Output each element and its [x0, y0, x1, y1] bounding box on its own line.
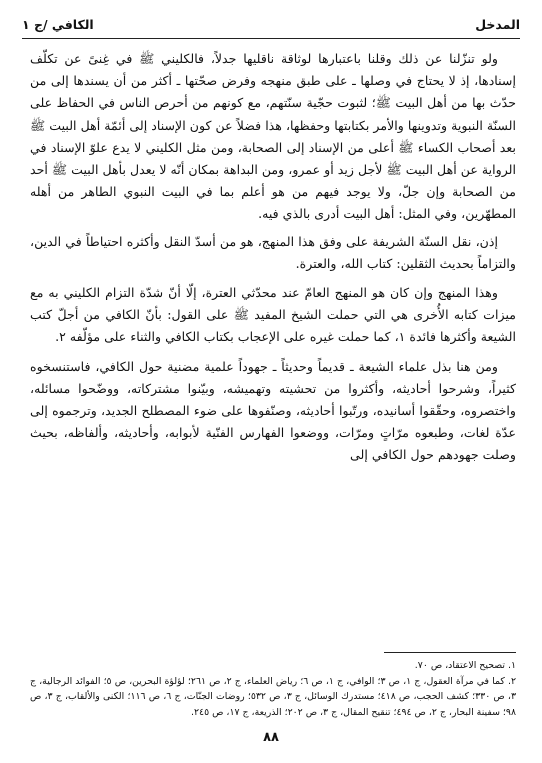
footnote-2: ٢. كما في مرآة العقول، ج ١، ص ٣؛ الوافي، ج ١، ص ٦؛ رياض العلماء، ج ٢، ص ٢٦١؛ لؤلؤة البحرين، ص ٥؛ الفوائد الرجالية، ج ٣، ص ٣٣٠؛ كشف الحجب، ص ٤١٨؛ مستدرك الوسائل، ج ٣، ص ٥٣٢؛ روضات الجنّات، ج ٦، ص ١١٦؛ الكنى والألقاب، ج ٣، ص ٩٨؛ سفينة البحار، ج ٢، ص ٤٩٤؛ تنقيح المقال، ج ٣، ص ٢٠٢؛ الذريعة، ج ١٧، ص ٢٤٥.	[30, 675, 517, 718]
footnote-1: ١. تصحيح الاعتقاد، ص ٧٠.	[414, 660, 516, 671]
running-header	[22, 14, 520, 34]
section-title: المدخل	[475, 16, 520, 32]
main-text	[30, 48, 516, 474]
paragraph-1: ولو تنزّلنا عن ذلك وقلنا باعتبارها لوثاقة ناقليها جدلاً، فالكليني ﷺ في غِنىً عن تكلّف إسنادها، إذ لا يحتاج في وصلها ـ على طبق منهجه وفرض صحّتها ـ أكثر من أن يسندها إلى من حدّث بها من أهل البيت ﷺ؛ لثبوت حجّية سنّتهم، مع كونهم من أحرص الناس في الحفاظ على السنّة النبوية وتدوينها والأمر بكتابتها وحفظها، هذا فضلاً عن كون الإسناد إلى أئمّة أهل البيت ﷺ بعد أصحاب الكساء ﷺ أعلى من الإسناد إلى الصحابة، ومن مثل الكليني لا يدع علوّ الإسناد في الرواية عن أهل البيت ﷺ لأجل زيد أو عمرو، ومن البداهة بمكان أنّه لا يعدل بأهل البيت ﷺ أحد من الصحابة وإن جلّ، ولا يوجد فيهم من هو أعلم بما في البيت النبوي الطاهر من أهله المطهّرين، وفي المثل: أهل البيت أدرى بالذي فيه.	[30, 51, 516, 222]
footnotes	[30, 658, 516, 720]
footnote-divider	[384, 652, 516, 653]
paragraph-4: ومن هنا بذل علماء الشيعة ـ قديماً وحديثاً ـ جهوداً علمية مضنية حول الكافي، فاستنسخوه كثيراً، وشرحوا أحاديثه، وأكثروا من تحشيته وتهميشه، وبيّنوا مشتركاته، ووضّحوا مسائله، واختصروه، وحقّقوا أسانيده، ورتّبوا أحاديثه، وصنّفوها على ضوء المصطلح الجديد، وترجموه إلى عدّة لغات، وطبعوه مرّاتٍ ومرّات، ووضعوا الفهارس الفنّية لأبوابه، وأحاديثه، وألفاظه، بحيث وصلت جهودهم حول الكافي إلى	[30, 358, 516, 463]
header-divider	[22, 38, 520, 39]
book-title: الكافي /ج ١	[22, 16, 94, 32]
paragraph-2: إذن، نقل السنّة الشريفة على وفق هذا المنهج، هو من أسدّ النقل وأكثره احتياطاً في الدين، والتزاماً بحديث الثقلين: كتاب الله، والعترة.	[30, 233, 516, 271]
page-number: ٨٨	[263, 730, 279, 745]
paragraph-3: وهذا المنهج وإن كان هو المنهج العامّ عند محدّثي العترة، إلّا أنّ شدّة التزام الكليني به مع ميزات كتابه الأُخرى هي التي حملت الشيخ المفيد ﷺ على القول: بأنّ الكافي من أجلّ كتب الشيعة وأكثرها فائدة ١، كما حملت غيره على الإعجاب بكتاب الكافي والثناء على مؤلّفه ٢.	[30, 285, 516, 345]
